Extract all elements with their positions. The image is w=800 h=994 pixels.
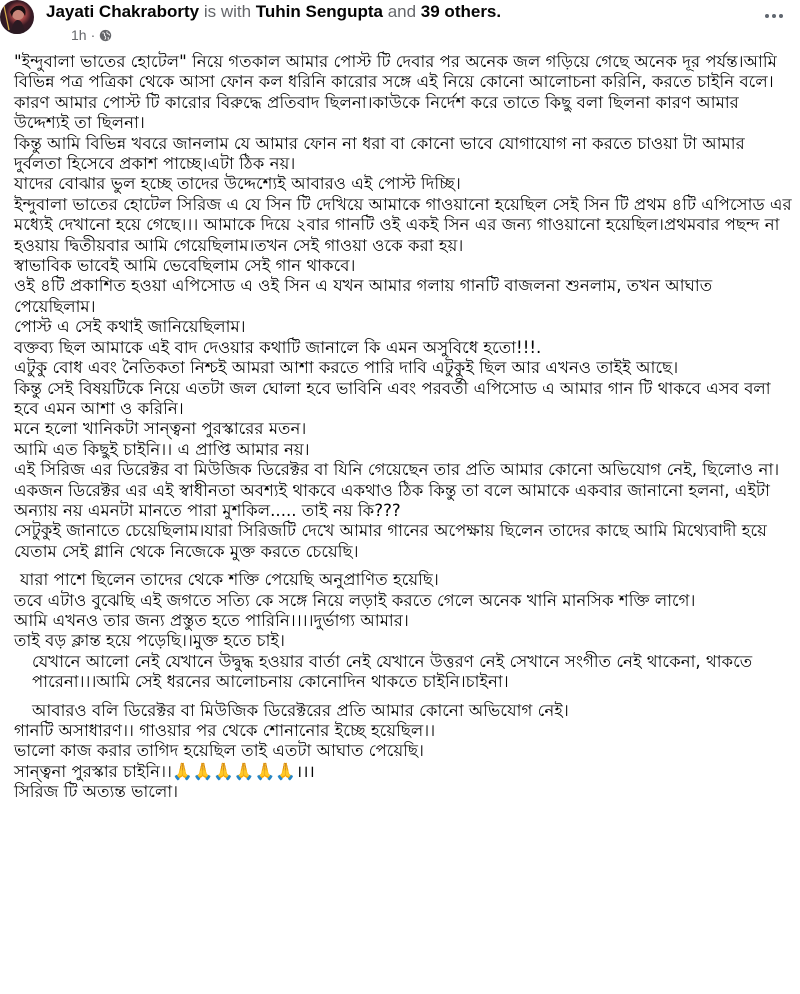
- post-paragraph: আমি এখনও তার জন্য প্রস্তুত হতে পারিনি।।।।দুর্ভাগ্য আমার।: [14, 610, 409, 630]
- post-paragraph: আবারও বলি ডিরেক্টর বা মিউজিক ডিরেক্টরের প্রতি আমার কোনো অভিযোগ নেই।: [32, 700, 569, 720]
- post-paragraph: সেটুকুই জানাতে চেয়েছিলাম।যারা সিরিজটি দেখে আমার গানের অপেক্ষায় ছিলেন তাদের কাছে আমি মিথ্যেবাদী হয়ে যেতাম সেই গ্লানি থেকে নিজেকে মুক্ত করতে চেয়েছি।: [14, 521, 767, 561]
- post-paragraph: একজন ডিরেক্টর এর এই স্বাধীনতা অবশ্যই থাকবে একথাও ঠিক কিন্তু তা বলে আমাকে একবার জানানো হলনা, এইটা অন্যায় নয় এমনটা মানতে পারা মুশকিল..... তাই নয় কি???: [14, 480, 770, 520]
- post-paragraph: যেখানে আলো নেই যেখানে উদ্বুদ্ধ হওয়ার বার্তা নেই যেখানে উত্তরণ নেই সেখানে সংগীত নেই থাকেনা, থাকতে পারেনা।।।আমি সেই ধরনের আলোচনায় কোনোদিন থাকতে চাইনি।চাইনা।: [32, 651, 753, 692]
- post-paragraph: ভালো কাজ করার তাগিদ হয়েছিল তাই এতটা আঘাত পেয়েছি।: [14, 741, 424, 761]
- post-paragraph: যারা পাশে ছিলেন তাদের থেকে শক্তি পেয়েছি অনুপ্রাণিত হয়েছি।: [20, 570, 439, 590]
- post-header: [0, 0, 800, 48]
- post-paragraph: সিরিজ টি অত্যন্ত ভালো।: [14, 782, 179, 802]
- post-paragraph: সান্ত্বনা পুরস্কার চাইনি।।🙏🙏🙏🙏🙏🙏।।।: [14, 761, 315, 781]
- author-line: [46, 0, 501, 24]
- post-paragraph: ওই ৪টি প্রকাশিত হওয়া এপিসোড এ ওই সিন এ যখন আমার গলায় গানটি বাজলনা শুনলাম, তখন আঘাত পেয়েছিলাম।: [14, 276, 713, 316]
- post-paragraph: মনে হলো খানিকটা সান্ত্বনা পুরস্কারের মতন।: [14, 419, 307, 439]
- post-paragraph: এই সিরিজ এর ডিরেক্টর বা মিউজিক ডিরেক্টর বা যিনি গেয়েছেন তার প্রতি আমার কোনো অভিযোগ নেই, ছিলোও না।: [14, 460, 780, 480]
- post-paragraph: কারণ আমার পোস্ট টি কারোর বিরুদ্ধে প্রতিবাদ ছিলনা।কাউকে নির্দেশ করে তাতে কিছু বলা ছিলনা কারণ আমার উদ্দেশ্যই তা ছিলনা।: [14, 92, 739, 133]
- post-paragraph: স্বাভাবিক ভাবেই আমি ভেবেছিলাম সেই গান থাকবে।: [14, 256, 356, 276]
- post-paragraph: পোস্ট এ সেই কথাই জানিয়েছিলাম।: [14, 317, 246, 337]
- and-text: and: [387, 2, 417, 21]
- dot: [772, 14, 776, 18]
- post-paragraph: আমি এত কিছুই চাইনি।। এ প্রাপ্তি আমার নয়।: [14, 439, 310, 459]
- more-options-icon[interactable]: [762, 6, 786, 26]
- tagged-user[interactable]: Tuhin Sengupta: [255, 2, 383, 21]
- post-paragraph: এটুকু বোধ এবং নৈতিকতা নিশ্চই আমরা আশা করতে পারি দাবি এটুকুই ছিল আর এখনও তাইই আছে।: [14, 358, 679, 378]
- with-text: is with: [203, 2, 252, 21]
- post-paragraph: কিন্তু সেই বিষয়টিকে নিয়ে এতটা জল ঘোলা হবে ভাবিনি এবং পরবর্তী এপিসোড এ আমার গান টি থাকবে এসব বলা হবে এমন আশা ও করিনি।: [14, 378, 771, 418]
- post-paragraph: ইন্দুবালা ভাতের হোটেল সিরিজ এ যে সিন টি দেখিয়ে আমাকে গাওয়ানো হয়েছিল সেই সিন টি প্রথম ৪টি এপিসোড এর মধ্যেই দেখানো হয়ে গেছে।।। আমাকে দিয়ে ২বার গানটি ওই একই সিন এর জন্য গাওয়ানো হয়েছিল।প্রথমবার পছন্দ না হওয়ায় দ্বিতীয়বার আমি গেয়েছিলাম।তখন সেই গাওয়া ওকে করা হয়।: [14, 194, 792, 255]
- meta-separator: ·: [90, 27, 96, 43]
- post-paragraph: তাই বড় ক্লান্ত হয়ে পড়েছি।।মুক্ত হতে চাই।: [14, 631, 285, 651]
- dot: [779, 14, 783, 18]
- post-paragraph: যাদের বোঝার ভুল হচ্ছে তাদের উদ্দেশ্যেই আবারও এই পোস্ট দিচ্ছি।: [14, 174, 461, 194]
- post-body: [14, 52, 794, 803]
- post-meta: [71, 26, 112, 44]
- globe-icon[interactable]: [99, 29, 112, 42]
- avatar[interactable]: [0, 0, 34, 34]
- post-paragraph: গানটি অসাধারণ।। গাওয়ার পর থেকে শোনানোর ইচ্ছে হয়েছিল।।: [14, 721, 436, 740]
- post-paragraph: তবে এটাও বুঝেছি এই জগতে সত্যি কে সঙ্গে নিয়ে লড়াই করতে গেলে অনেক খানি মানসিক শক্তি লাগে।: [14, 590, 696, 610]
- avatar-photo: [0, 0, 34, 34]
- post-time[interactable]: 1h: [71, 27, 87, 43]
- post-paragraph: বক্তব্য ছিল আমাকে এই বাদ দেওয়ার কথাটি জানালে কি এমন অসুবিধে হতো!!!.: [14, 337, 542, 357]
- dot: [765, 14, 769, 18]
- post-paragraph: "ইন্দুবালা ভাতের হোটেল" নিয়ে গতকাল আমার পোস্ট টি দেবার পর অনেক জল গড়িয়ে গেছে অনেক দূর পর্যন্ত।আমি বিভিন্ন পত্র পত্রিকা থেকে আসা ফোন কল ধরিনি কারোর সঙ্গে এই নিয়ে কোনো আলোচনা করিনি, করতে চাইনি বলে।: [14, 52, 777, 92]
- post-paragraph: কিন্তু আমি বিভিন্ন খবরে জানলাম যে আমার ফোন না ধরা বা কোনো ভাবে যোগাযোগ না করতে চাওয়া টা আমার দুর্বলতা হিসেবে প্রকাশ পাচ্ছে।এটা ঠিক নয়।: [14, 133, 745, 174]
- others-link[interactable]: 39 others.: [420, 2, 502, 21]
- author-name[interactable]: Jayati Chakraborty: [46, 2, 200, 21]
